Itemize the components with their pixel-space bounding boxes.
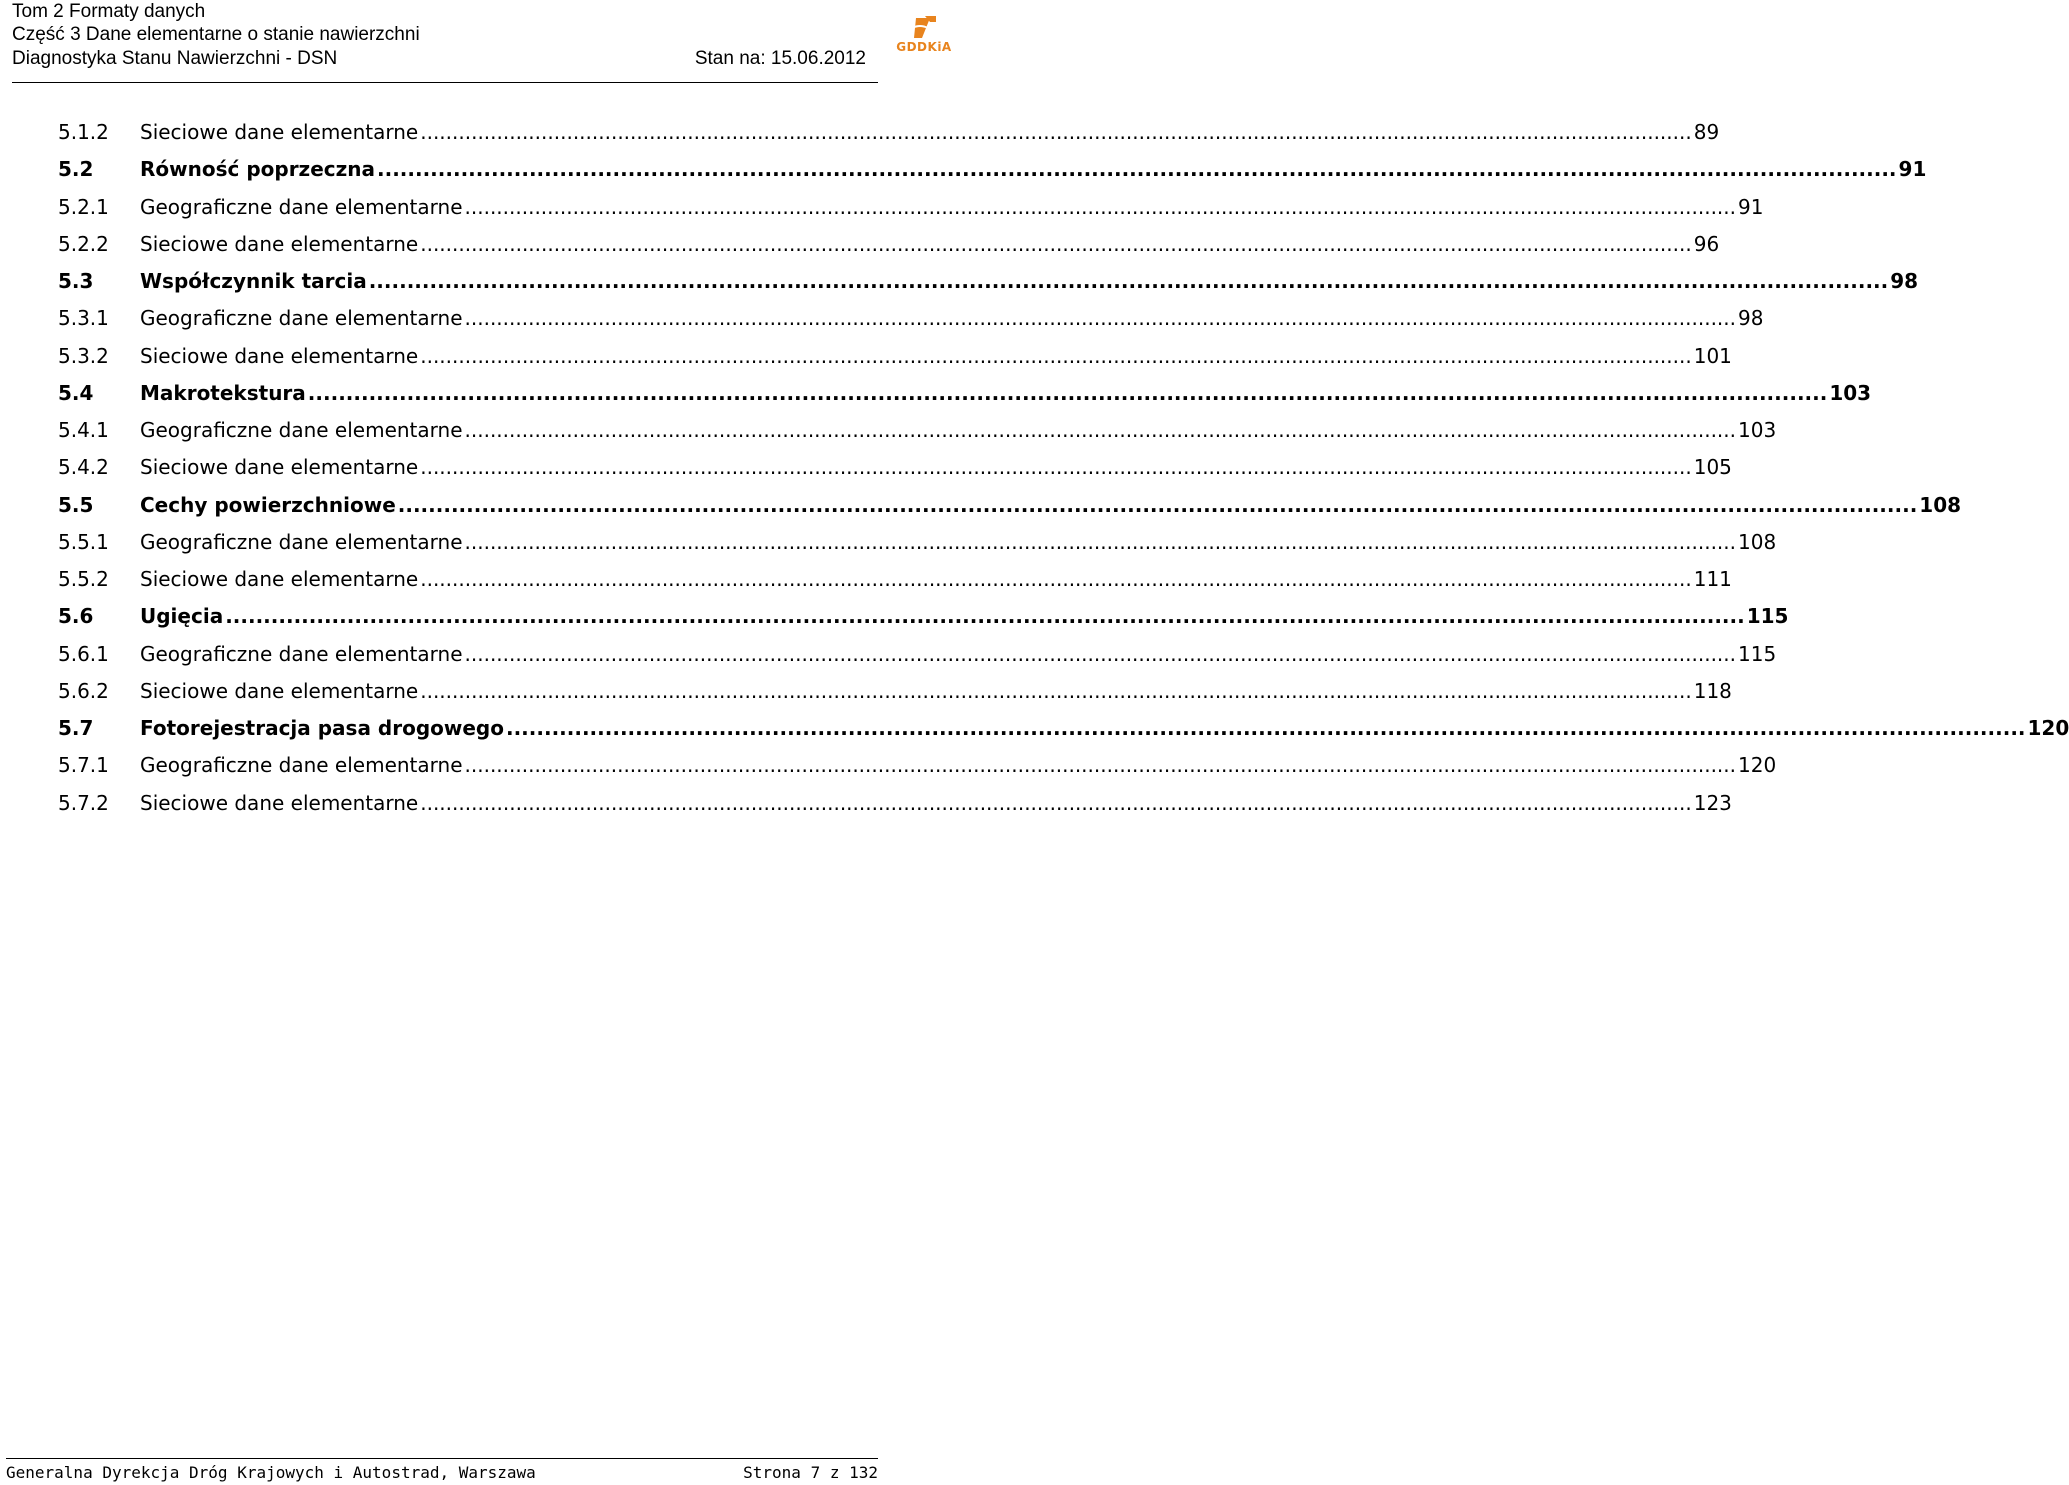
toc-entry[interactable] (58, 710, 2069, 747)
toc-leader-dots: ........................................................................................................................................................................................................ (368, 269, 1889, 293)
toc-entry[interactable] (58, 300, 1764, 337)
toc-entry-page: 108 (1738, 529, 1777, 554)
toc-entry-title: Geograficzne dane elementarne (140, 529, 463, 554)
toc-entry-page: 120 (2027, 716, 2069, 740)
toc-entry[interactable] (58, 226, 1720, 263)
toc-entry-number: 5.5.1 (58, 529, 109, 554)
toc-entry-number: 5.1.2 (58, 120, 109, 144)
toc-entry[interactable] (58, 561, 1732, 598)
toc-entry-page: 98 (1890, 269, 1919, 293)
toc-entry[interactable] (58, 487, 1962, 524)
toc-leader-dots: ........................................................................................................................................................................................................ (420, 455, 1692, 480)
toc-entry-title: Geograficzne dane elementarne (140, 306, 463, 331)
toc-leader-dots: ........................................................................................................................................................................................................ (420, 343, 1692, 368)
toc-entry-title: Geograficzne dane elementarne (140, 418, 463, 442)
toc-entry-page: 123 (1693, 790, 1732, 815)
toc-leader-dots: ........................................................................................................................................................................................................ (464, 306, 1736, 331)
toc-leader-dots: ........................................................................................................................................................................................................ (307, 380, 1828, 405)
toc-entry-page: 120 (1738, 753, 1777, 778)
toc-entry-title: Cechy powierzchniowe (140, 492, 396, 517)
toc-entry-page: 105 (1693, 455, 1732, 480)
toc-entry-number: 5.3.2 (58, 343, 109, 368)
toc-entry[interactable] (58, 673, 1732, 710)
toc-entry-title: Sieciowe dane elementarne (140, 343, 419, 368)
toc-entry-number: 5.7.1 (58, 753, 109, 778)
toc-entry[interactable] (58, 114, 1720, 151)
toc-entry-title: Współczynnik tarcia (140, 269, 367, 293)
toc-entry-number: 5.5.2 (58, 567, 109, 591)
toc-entry[interactable] (58, 598, 1789, 635)
toc-entry[interactable] (58, 747, 1777, 784)
toc-leader-dots: ........................................................................................................................................................................................................ (464, 194, 1736, 219)
toc-leader-dots: ........................................................................................................................................................................................................ (420, 790, 1692, 815)
header-system-title: Diagnostyka Stanu Nawierzchni - DSN (12, 48, 338, 69)
toc-leader-dots: ........................................................................................................................................................................................................ (464, 418, 1736, 442)
toc-entry-title: Sieciowe dane elementarne (140, 678, 419, 703)
toc-entry[interactable] (58, 449, 1732, 486)
toc-entry-title: Sieciowe dane elementarne (140, 790, 419, 815)
gddkia-logo-icon (892, 14, 956, 40)
toc-entry-page: 96 (1693, 231, 1720, 256)
toc-entry-number: 5.2.2 (58, 231, 109, 256)
toc-entry-title: Sieciowe dane elementarne (140, 120, 419, 144)
toc-entry-number: 5.6.1 (58, 641, 109, 666)
toc-entry-title: Sieciowe dane elementarne (140, 231, 419, 256)
page-header (12, 0, 878, 83)
footer-page-number: Strona 7 z 132 (743, 1463, 878, 1482)
toc-entry-title: Geograficzne dane elementarne (140, 753, 463, 778)
toc-entry-number: 5.6 (58, 604, 94, 629)
toc-entry-title: Makrotekstura (140, 380, 306, 405)
toc-leader-dots: ........................................................................................................................................................................................................ (420, 120, 1692, 144)
logo-text: GDDKiA (896, 40, 952, 54)
toc-entry-page: 91 (1738, 194, 1764, 219)
toc-leader-dots: ........................................................................................................................................................................................................ (225, 604, 1745, 629)
toc-entry[interactable] (58, 151, 1927, 188)
toc-entry[interactable] (58, 338, 1732, 375)
page-footer (6, 1458, 878, 1485)
toc-entry-page: 101 (1693, 343, 1732, 368)
toc-leader-dots: ........................................................................................................................................................................................................ (505, 716, 2026, 740)
table-of-contents (58, 114, 2069, 822)
toc-entry[interactable] (58, 785, 1732, 822)
toc-entry-page: 118 (1693, 678, 1732, 703)
toc-entry-number: 5.2.1 (58, 194, 109, 219)
gddkia-logo (892, 14, 956, 58)
toc-entry-number: 5.4.1 (58, 418, 109, 442)
toc-entry-number: 5.7 (58, 716, 94, 740)
toc-leader-dots: ........................................................................................................................................................................................................ (464, 641, 1736, 666)
toc-leader-dots: ........................................................................................................................................................................................................ (464, 529, 1736, 554)
toc-leader-dots: ........................................................................................................................................................................................................ (420, 678, 1692, 703)
toc-entry-page: 111 (1693, 567, 1732, 591)
toc-entry-number: 5.7.2 (58, 790, 109, 815)
toc-entry-number: 5.4 (58, 380, 94, 405)
toc-entry-page: 108 (1919, 492, 1962, 517)
toc-entry-title: Fotorejestracja pasa drogowego (140, 716, 504, 740)
footer-publisher: Generalna Dyrekcja Dróg Krajowych i Autostrad, Warszawa (6, 1463, 536, 1482)
toc-entry-title: Równość poprzeczna (140, 157, 375, 182)
header-part-title: Część 3 Dane elementarne o stanie nawierzchni (12, 24, 420, 45)
toc-entry-page: 98 (1738, 306, 1764, 331)
toc-entry-page: 89 (1693, 120, 1720, 144)
toc-entry-number: 5.5 (58, 492, 94, 517)
toc-entry-title: Sieciowe dane elementarne (140, 567, 419, 591)
header-volume-title: Tom 2 Formaty danych (12, 1, 206, 22)
toc-entry-page: 103 (1738, 418, 1777, 442)
toc-entry-number: 5.2 (58, 157, 94, 182)
toc-entry[interactable] (58, 263, 1919, 300)
toc-leader-dots: ........................................................................................................................................................................................................ (377, 157, 1897, 182)
toc-entry-number: 5.4.2 (58, 455, 109, 480)
toc-entry-page: 115 (1738, 641, 1777, 666)
toc-entry-title: Geograficzne dane elementarne (140, 194, 463, 219)
toc-entry-title: Sieciowe dane elementarne (140, 455, 419, 480)
toc-leader-dots: ........................................................................................................................................................................................................ (420, 231, 1692, 256)
toc-entry-title: Ugięcia (140, 604, 224, 629)
toc-entry-page: 103 (1829, 380, 1872, 405)
toc-entry-number: 5.6.2 (58, 678, 109, 703)
toc-entry-page: 115 (1746, 604, 1789, 629)
toc-leader-dots: ........................................................................................................................................................................................................ (420, 567, 1692, 591)
toc-entry-number: 5.3.1 (58, 306, 109, 331)
header-date: Stan na: 15.06.2012 (694, 48, 866, 69)
toc-leader-dots: ........................................................................................................................................................................................................ (397, 492, 1918, 517)
toc-entry-title: Geograficzne dane elementarne (140, 641, 463, 666)
toc-entry-page: 91 (1898, 157, 1927, 182)
toc-entry-number: 5.3 (58, 269, 94, 293)
toc-leader-dots: ........................................................................................................................................................................................................ (464, 753, 1736, 778)
toc-entry[interactable] (58, 189, 1764, 226)
toc-entry[interactable] (58, 524, 1777, 561)
toc-entry[interactable] (58, 412, 1777, 449)
toc-entry[interactable] (58, 636, 1777, 673)
toc-entry[interactable] (58, 375, 1872, 412)
